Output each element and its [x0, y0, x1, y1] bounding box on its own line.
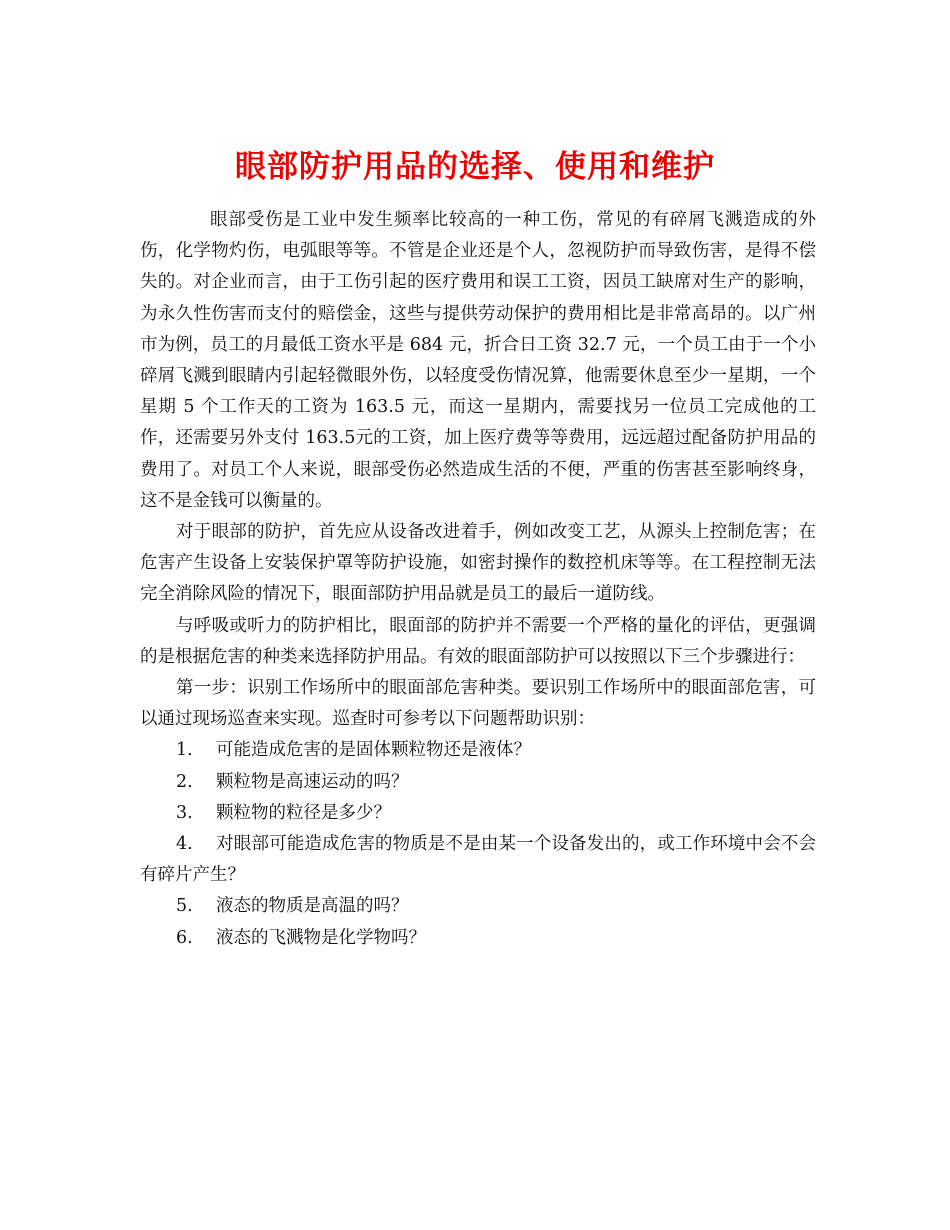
list-item [140, 923, 816, 954]
list-item-text: 颗粒物是高速运动的吗？ [216, 771, 409, 792]
list-item-text: 颗粒物的粒径是多少？ [216, 802, 391, 823]
list-item-number: 4. [176, 834, 193, 855]
list-item-text: 对眼部可能造成危害的物质是不是由某一个设备发出的，或工作环境中会不会有碎片产生？ [140, 834, 816, 886]
list-item [140, 829, 816, 891]
list-item-text: 可能造成危害的是固体颗粒物还是液体？ [216, 740, 531, 761]
list-item [140, 767, 816, 798]
document-body [140, 205, 816, 954]
paragraph-step-one: 第一步：识别工作场所中的眼面部危害种类。要识别工作场所中的眼面部危害，可以通过现场巡查来实现。巡查时可参考以下问题帮助识别： [140, 678, 816, 730]
paragraph-engineering-controls: 对于眼部的防护，首先应从设备改进着手，例如改变工艺，从源头上控制危害；在危害产生设备上安装保护罩等防护设施，如密封操作的数控机床等等。在工程控制无法完全消除风险的情况下，眼面部防护用品就是员工的最后一道防线。 [140, 522, 816, 605]
list-item-number: 6. [176, 927, 193, 948]
paragraph-eye-injury-costs: 眼部受伤是工业中发生频率比较高的一种工伤，常见的有碎屑飞溅造成的外伤，化学物灼伤，电弧眼等等。不管是企业还是个人，忽视防护而导致伤害，是得不偿失的。对企业而言，由于工伤引起的医疗费用和误工工资，因员工缺席对生产的影响，为永久性伤害而支付的赔偿金，这些与提供劳动保护的费用相比是非常高昂的。以广州市为例，员工的月最低工资水平是 684 元，折合日工资 32.7 元，一个员工由于一个小碎屑飞溅到眼睛内引起轻微眼外伤，以轻度受伤情况算，他需要休息至少一星期，一个星期 5 个工作天的工资为 163.5 元，而这一星期内，需要找另一位员工完成他的工作，还需要另外支付 163.5元的工资，加上医疗费等等费用，远远超过配备防护用品的费用了。对员工个人来说，眼部受伤必然造成生活的不便，严重的伤害甚至影响终身，这不是金钱可以衡量的。 [140, 210, 816, 511]
list-item [140, 735, 816, 766]
list-item-text: 液态的物质是高温的吗？ [216, 896, 409, 917]
document-title: 眼部防护用品的选择、使用和维护 [235, 148, 715, 185]
list-item-number: 2. [176, 771, 193, 792]
list-item-number: 5. [176, 896, 193, 917]
list-item [140, 798, 816, 829]
list-item-number: 1. [176, 740, 193, 761]
list-item-text: 液态的飞溅物是化学物吗？ [216, 927, 426, 948]
paragraph-protection-steps: 与呼吸或听力的防护相比，眼面部的防护并不需要一个严格的量化的评估，更强调的是根据危害的种类来选择防护用品。有效的眼面部防护可以按照以下三个步骤进行： [140, 615, 816, 667]
list-item-number: 3. [176, 802, 193, 823]
list-item [140, 891, 816, 922]
